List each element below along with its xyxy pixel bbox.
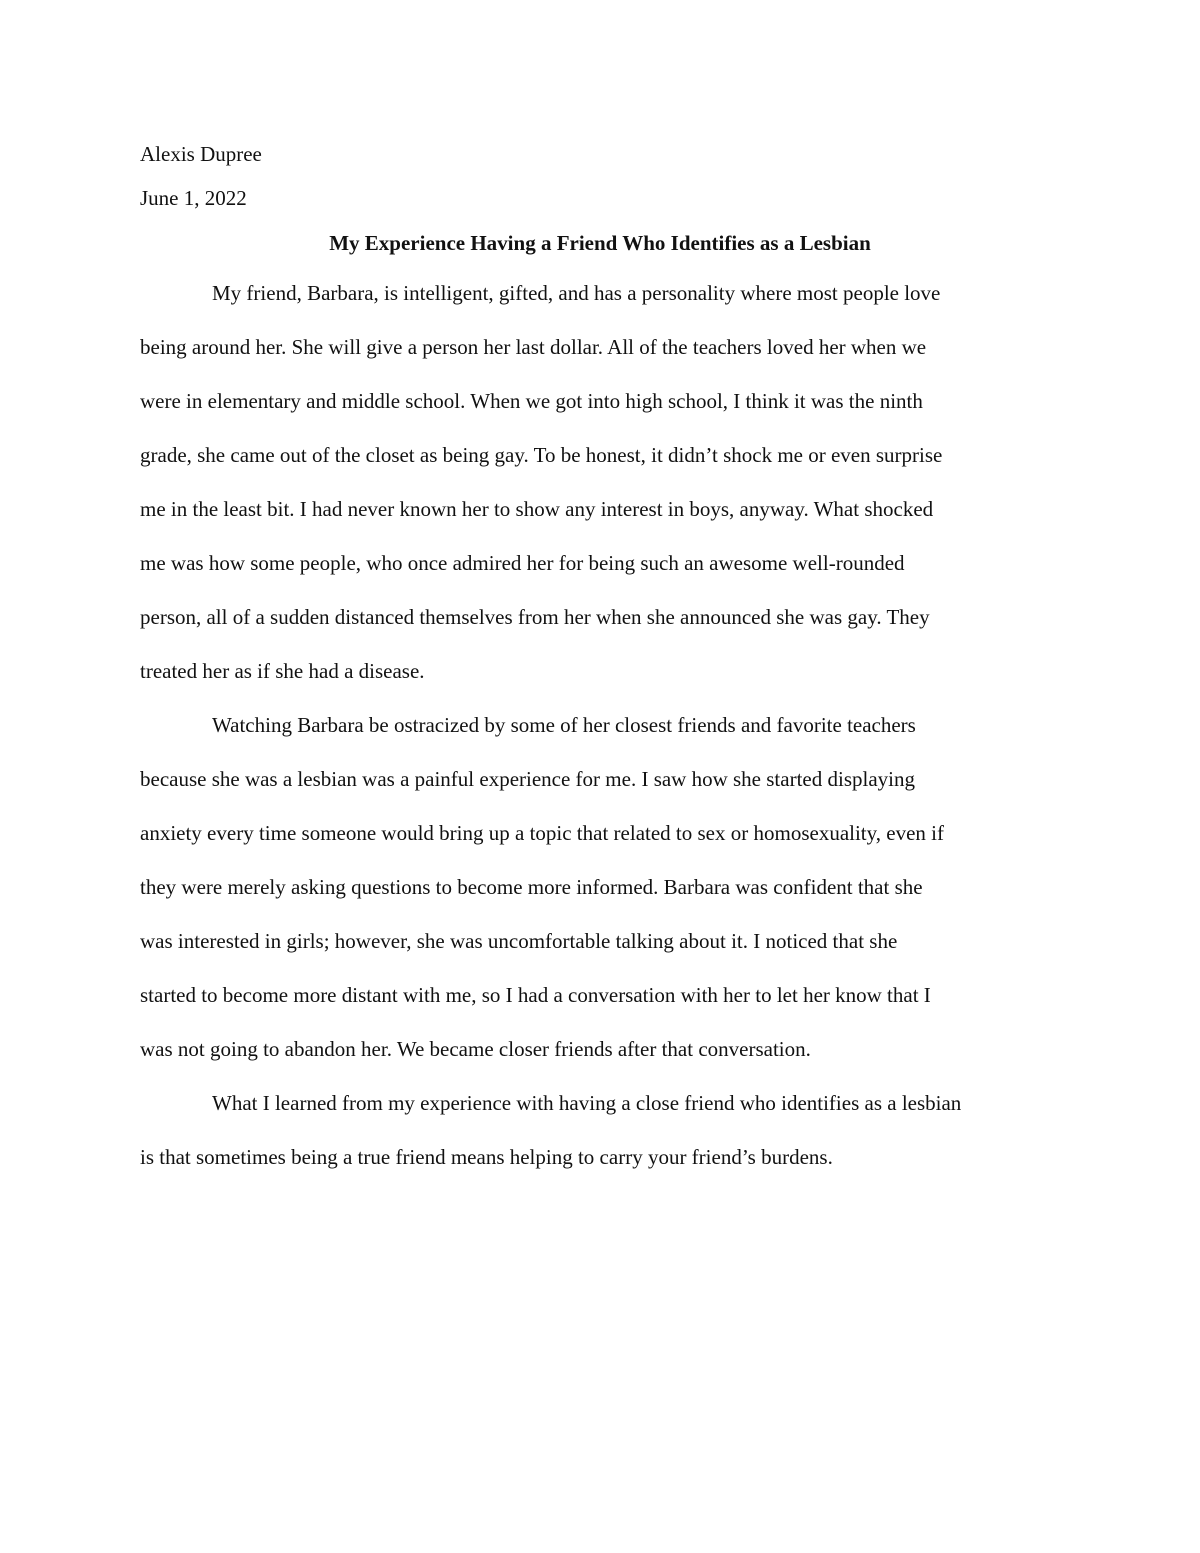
paragraph-line: they were merely asking questions to become more informed. Barbara was confident that she bbox=[140, 875, 923, 899]
document-body bbox=[140, 132, 1060, 1184]
author-name: Alexis Dupree bbox=[140, 142, 262, 166]
paragraph-line: grade, she came out of the closet as being gay. To be honest, it didn’t shock me or even surprise bbox=[140, 443, 943, 467]
document-date: June 1, 2022 bbox=[140, 186, 247, 210]
paragraph-line: was not going to abandon her. We became closer friends after that conversation. bbox=[140, 1037, 811, 1061]
paragraph-line: me was how some people, who once admired her for being such an awesome well-rounded bbox=[140, 551, 905, 575]
paragraph-1 bbox=[140, 266, 1060, 698]
paragraph-line: Watching Barbara be ostracized by some of her closest friends and favorite teachers bbox=[212, 713, 916, 737]
paragraph-line: anxiety every time someone would bring up a topic that related to sex or homosexuality, even if bbox=[140, 821, 944, 845]
paragraph-line: What I learned from my experience with having a close friend who identifies as a lesbian bbox=[212, 1091, 962, 1115]
paragraph-line: me in the least bit. I had never known her to show any interest in boys, anyway. What shocked bbox=[140, 497, 934, 521]
paragraph-line: treated her as if she had a disease. bbox=[140, 659, 425, 683]
paragraph-line: were in elementary and middle school. When we got into high school, I think it was the ninth bbox=[140, 389, 923, 413]
paragraph-line: started to become more distant with me, so I had a conversation with her to let her know that I bbox=[140, 983, 931, 1007]
paragraph-2 bbox=[140, 698, 1060, 1076]
document-title: My Experience Having a Friend Who Identifies as a Lesbian bbox=[329, 231, 871, 255]
paragraph-line: person, all of a sudden distanced themselves from her when she announced she was gay. They bbox=[140, 605, 930, 629]
paragraph-line: because she was a lesbian was a painful experience for me. I saw how she started displaying bbox=[140, 767, 915, 791]
paragraph-line: being around her. She will give a person her last dollar. All of the teachers loved her when we bbox=[140, 335, 927, 359]
paragraph-line: is that sometimes being a true friend means helping to carry your friend’s burdens. bbox=[140, 1145, 833, 1169]
paragraph-3 bbox=[140, 1076, 1060, 1184]
paragraph-line: was interested in girls; however, she was uncomfortable talking about it. I noticed that she bbox=[140, 929, 898, 953]
paragraph-line: My friend, Barbara, is intelligent, gifted, and has a personality where most people love bbox=[212, 281, 941, 305]
